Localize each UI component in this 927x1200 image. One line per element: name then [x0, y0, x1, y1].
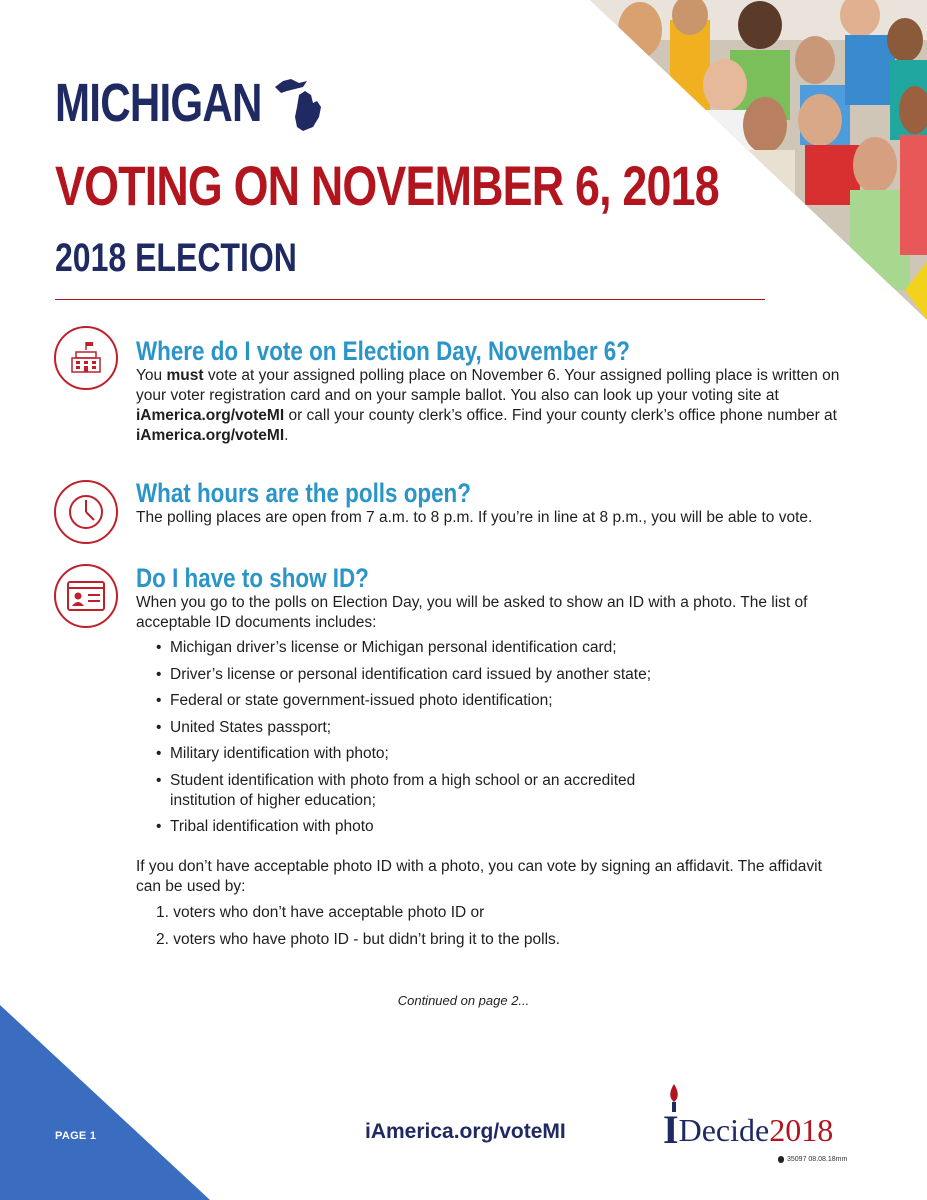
main-title: VOTING ON NOVEMBER 6, 2018: [55, 154, 719, 217]
footer-url-link[interactable]: iAmerica.org/voteMI: [365, 1120, 566, 1143]
logo-i: I: [663, 1107, 679, 1152]
answer-text: vote at your assigned polling place on November 6. Your assigned polling place is written on your voter registration card and on your sample ballot. You also can look up your voting site at: [136, 367, 840, 404]
blue-corner-decoration: [0, 1005, 230, 1200]
logo-decide: Decide: [678, 1112, 770, 1148]
question-heading-hours: What hours are the polls open?: [136, 478, 471, 508]
list-item: • Military identification with photo;: [156, 744, 776, 764]
page-number: PAGE 1: [55, 1130, 97, 1142]
affidavit-list: [156, 903, 560, 957]
clock-icon: [54, 480, 118, 544]
print-code: [778, 1156, 847, 1163]
affidavit-text: If you don’t have acceptable photo ID with a photo, you can vote by signing an affidavit. The affidavit can be used by:: [136, 858, 822, 895]
list-item: • Student identification with photo from a high school or an accredited institution of higher education;: [156, 771, 701, 811]
id-documents-list: [156, 638, 776, 844]
list-item: 1. voters who don’t have acceptable photo ID or: [156, 904, 485, 921]
union-bug-icon: [778, 1156, 784, 1163]
question-heading-id: Do I have to show ID?: [136, 563, 369, 593]
list-item: 2. voters who have photo ID - but didn’t bring it to the polls.: [156, 931, 561, 948]
list-item: • United States passport;: [156, 718, 776, 738]
print-code-text: 35097 08.08.18mm: [787, 1156, 848, 1163]
answer-text: .: [284, 427, 289, 444]
header-divider: [55, 299, 765, 300]
answer-hours: The polling places are open from 7 a.m. to 8 p.m. If you’re in line at 8 p.m., you will be able to vote.: [136, 509, 813, 526]
logo-year: 2018: [769, 1112, 834, 1148]
list-item: • Driver’s license or personal identification card issued by another state;: [156, 665, 776, 685]
idecide-logo: [663, 1107, 834, 1152]
question-heading-where: Where do I vote on Election Day, November 6?: [136, 336, 630, 366]
answer-text: or call your county clerk’s office. Find your county clerk’s office phone number at: [284, 407, 837, 424]
sub-title: 2018 ELECTION: [55, 236, 297, 280]
vote-site-link[interactable]: iAmerica.org/voteMI: [136, 407, 285, 424]
answer-id-intro: When you go to the polls on Election Day, you will be asked to show an ID with a photo. The list of acceptable ID documents includes:: [136, 594, 808, 631]
id-card-icon: [54, 564, 118, 628]
list-item: • Michigan driver’s license or Michigan personal identification card;: [156, 638, 776, 658]
michigan-map-icon: [273, 75, 327, 133]
state-title: MICHIGAN: [55, 73, 262, 133]
answer-emphasis: must: [166, 367, 204, 384]
continued-note: Continued on page 2...: [397, 993, 530, 1008]
answer-where: [136, 366, 856, 446]
answer-text: You: [136, 367, 167, 384]
list-item: • Tribal identification with photo: [156, 817, 776, 837]
list-item: • Federal or state government-issued photo identification;: [156, 691, 776, 711]
polling-building-icon: [54, 326, 118, 390]
clerk-phone-link[interactable]: iAmerica.org/voteMI: [136, 427, 285, 444]
